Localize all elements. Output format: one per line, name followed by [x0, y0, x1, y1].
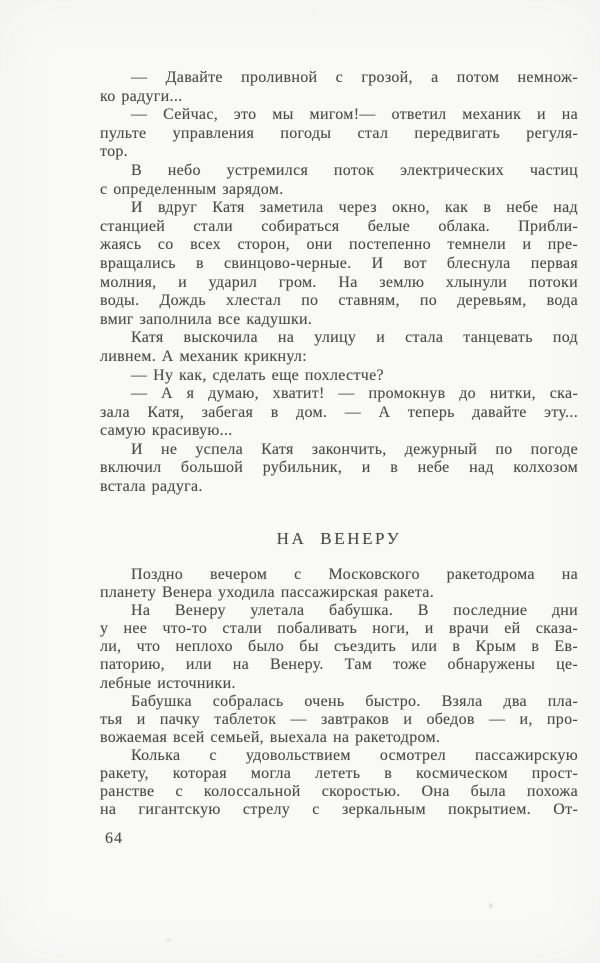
- text-line: у нее что-то стали побаливать ноги, и врачи ей сказа-: [100, 620, 578, 638]
- text-line: — Ну как, сделать еще похлестче?: [131, 366, 384, 384]
- scan-speck: [312, 12, 315, 15]
- text-line: ко радуги...: [100, 87, 183, 105]
- text-line: Поздно вечером с Московского ракетодрома на: [131, 566, 578, 583]
- text-line: В небо устремился поток электрических частиц: [131, 161, 578, 179]
- text-line: На Венеру улетала бабушка. В последние дни: [131, 602, 578, 620]
- text-line: встала радуга.: [100, 478, 203, 496]
- text-line: включил большой рубильник, и в небе над колхозом: [100, 459, 578, 477]
- text-line: пульте управления погоды стал передвигать регуля-: [100, 124, 578, 142]
- scan-speck: [166, 938, 171, 942]
- story-title: НА ВЕНЕРУ: [276, 529, 402, 548]
- text-line: вращались в свинцово-черные. И вот блеснула первая: [100, 254, 578, 272]
- text-line: станцией стали собираться белые облака. Прибли-: [100, 217, 578, 235]
- text-line: жаясь со всех сторон, они постепенно темнели и пре-: [100, 236, 578, 254]
- story-end-text: [100, 69, 578, 497]
- text-line: ливнем. А механик крикнул:: [100, 347, 307, 365]
- text-line: И не успела Катя закончить, дежурный по погоде: [131, 440, 578, 458]
- text-line: паторию, или на Венеру. Там тоже обнаружены це-: [100, 656, 578, 674]
- text-line: Катя выскочила на улицу и стала танцевать под: [131, 329, 578, 347]
- text-line: вожаемая всей семьей, выехала на ракетодром.: [100, 728, 441, 746]
- text-line: Бабушка собралась очень быстро. Взяла два пла-: [131, 692, 578, 710]
- text-line: — А я думаю, хватит! — промокнув до нитки, ска-: [131, 385, 578, 403]
- story-venus-text: [100, 566, 578, 819]
- text-line: на гигантскую стрелу с зеркальным покрытием. От-: [100, 801, 578, 819]
- text-line: ракету, которая могла лететь в космическом прост-: [100, 765, 578, 783]
- text-line: молния, и ударил гром. На землю хлынули потоки: [100, 273, 578, 291]
- scan-speck: [489, 903, 493, 908]
- text-line: планету Венера уходила пассажирская ракета.: [100, 584, 434, 602]
- text-line: самую красивую...: [100, 422, 233, 440]
- text-line: ли, что неплохо было бы съездить или в Крым в Ев-: [100, 638, 578, 656]
- text-line: зала Катя, забегая в дом. — А теперь давайте эту...: [100, 403, 578, 421]
- text-line: вмиг заполнила все кадушки.: [100, 310, 313, 328]
- text-line: И вдруг Катя заметила через окно, как в небе над: [131, 199, 578, 217]
- text-line: воды. Дождь хлестал по ставням, по деревьям, вода: [100, 292, 578, 310]
- text-line: тья и пачку таблеток — завтраков и обедов — и, про-: [100, 710, 578, 728]
- page-number: 64: [105, 830, 123, 847]
- text-line: — Сейчас, это мы мигом!— ответил механик и на: [131, 106, 578, 124]
- text-line: с определенным зарядом.: [100, 180, 284, 198]
- text-line: — Давайте проливной с грозой, а потом немнож-: [131, 69, 578, 86]
- text-line: тор.: [100, 143, 128, 161]
- text-line: Колька с удовольствием осмотрел пассажирскую: [131, 746, 578, 764]
- text-line: ранстве с колоссальной скоростью. Она была похожа: [100, 783, 578, 801]
- text-line: лебные источники.: [100, 674, 236, 692]
